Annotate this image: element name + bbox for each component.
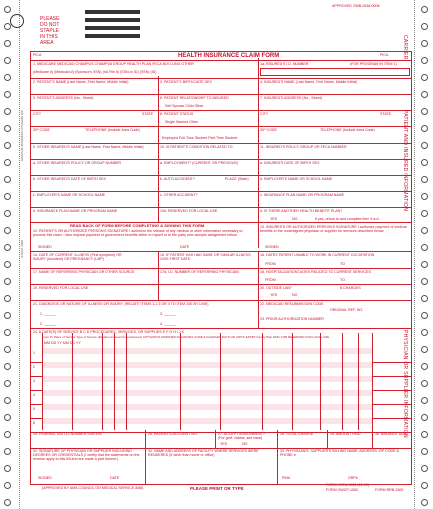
field-17-label: 17. NAME OF REFERRING PHYSICIAN OR OTHER SOURCE bbox=[33, 270, 135, 274]
field-7-label: 7. INSURED'S ADDRESS (No., Street) bbox=[260, 96, 322, 100]
service-line-number: 2 bbox=[33, 365, 35, 369]
field-11d-note: If yes, return to and complete item 9 a-d. bbox=[315, 217, 380, 221]
field-33-label: 33. PHYSICIAN'S, SUPPLIER'S BILLING NAME, ADDRESS, ZIP CODE & PHONE # bbox=[280, 449, 399, 457]
approved-top: APPROVED OMB-0938-0008 bbox=[332, 4, 380, 8]
date-label-12: DATE bbox=[180, 245, 190, 249]
service-line-number: 3 bbox=[33, 379, 35, 383]
diag-2: 2. ______ bbox=[40, 322, 56, 326]
feed-hole bbox=[421, 329, 428, 336]
field-31-label: 31. SIGNATURE OF PHYSICIAN OR SUPPLIER INCLUDING DEGREES OR CREDENTIALS (I certify that the statements on the reverse apply to this bill and are made a part thereof.) bbox=[33, 449, 140, 461]
feed-hole bbox=[4, 142, 11, 149]
service-line-number: 1 bbox=[33, 351, 35, 355]
original-ref: ORIGINAL REF. NO. bbox=[330, 308, 364, 312]
pin-label: PIN# bbox=[282, 476, 290, 480]
service-line-number: 4 bbox=[33, 393, 35, 397]
service-line-number: 5 bbox=[33, 407, 35, 411]
header-bar-3 bbox=[85, 26, 140, 30]
feed-hole bbox=[421, 57, 428, 64]
feed-hole bbox=[421, 278, 428, 285]
feed-hole bbox=[421, 6, 428, 13]
yes-11d: YES bbox=[270, 217, 278, 221]
left-tractor-feed bbox=[0, 0, 16, 509]
physician-info-label: PHYSICIAN OR SUPPLIER INFORMATION bbox=[402, 330, 408, 438]
yes-20: YES bbox=[270, 293, 278, 297]
place-label: PLACE (State) bbox=[225, 177, 249, 181]
feed-hole bbox=[4, 482, 11, 489]
field-1a-label: 1a. INSURED'S I.D. NUMBER bbox=[260, 62, 309, 66]
feed-hole bbox=[4, 159, 11, 166]
field-6-options: Self Spouse Child Other bbox=[165, 104, 204, 108]
feed-hole bbox=[421, 482, 428, 489]
feed-hole bbox=[421, 108, 428, 115]
feed-hole bbox=[4, 6, 11, 13]
feed-hole bbox=[4, 57, 11, 64]
form-owcp: FORM OWCP-1500 bbox=[326, 488, 358, 492]
field-30-label: 30. BALANCE DUE bbox=[375, 432, 407, 436]
field-11d-label: d. IS THERE ANOTHER HEALTH BENEFIT PLAN? bbox=[260, 209, 343, 213]
field-12-label: 12. PATIENT'S OR AUTHORIZED PERSON'S SIGNATURE I authorize the release of any medical or other information necessary to process this claim. I also request payment of government benefits either to myself or to the party who accepts assignment below. bbox=[33, 229, 243, 237]
feed-hole bbox=[4, 176, 11, 183]
feed-hole bbox=[421, 363, 428, 370]
feed-hole bbox=[4, 193, 11, 200]
field-21-label: 21. DIAGNOSIS OR NATURE OF ILLNESS OR INJURY. (RELATE ITEMS 1,2,3 OR 4 TO ITEM 24E BY LINE) bbox=[33, 302, 209, 306]
field-1-label: 1. MEDICARE MEDICAID CHAMPUS CHAMPVA GROUP HEALTH PLAN FECA BLK LUNG OTHER bbox=[33, 62, 194, 66]
diag-1: 1. ______ bbox=[40, 312, 56, 316]
feed-hole bbox=[4, 465, 11, 472]
field-9b-label: b. OTHER INSURED'S DATE OF BIRTH SEX bbox=[33, 177, 107, 181]
feed-hole bbox=[4, 312, 11, 319]
feed-hole bbox=[4, 210, 11, 217]
field-13-label: 13. INSURED'S OR AUTHORIZED PERSON'S SIGNATURE I authorize payment of medical benefits to the undersigned physician or supplier for services described below. bbox=[260, 225, 407, 233]
state-label: STATE bbox=[142, 112, 154, 116]
staple-note: PLEASE DO NOT STAPLE IN THIS AREA bbox=[40, 16, 60, 46]
to-16: TO bbox=[340, 262, 345, 266]
header-bar-4 bbox=[85, 34, 140, 38]
field-27-label: 27. ACCEPT ASSIGNMENT? (For govt. claims, see back) bbox=[218, 432, 265, 440]
feed-hole bbox=[4, 244, 11, 251]
feed-hole bbox=[421, 312, 428, 319]
to-18: TO bbox=[340, 278, 345, 282]
feed-hole bbox=[421, 414, 428, 421]
tel-label-right: TELEPHONE (Include Area Code) bbox=[320, 128, 375, 132]
feed-hole bbox=[421, 431, 428, 438]
signed-31: SIGNED bbox=[38, 476, 52, 480]
feed-hole bbox=[421, 193, 428, 200]
feed-hole bbox=[4, 40, 11, 47]
feed-hole bbox=[4, 91, 11, 98]
field-20-label: 20. OUTSIDE LAB? bbox=[260, 286, 292, 290]
feed-hole bbox=[421, 74, 428, 81]
feed-hole bbox=[4, 227, 11, 234]
field-19-label: 19. RESERVED FOR LOCAL USE bbox=[33, 286, 89, 290]
from-16: FROM bbox=[265, 262, 276, 266]
field-9a-label: a. OTHER INSURED'S POLICY OR GROUP NUMBER bbox=[33, 161, 122, 165]
field-1a-program: (FOR PROGRAM IN ITEM 1) bbox=[350, 62, 397, 66]
field-5-label: 5. PATIENT'S ADDRESS (No., Street) bbox=[33, 96, 94, 100]
feed-hole bbox=[421, 91, 428, 98]
field-3-label: 3. PATIENT'S BIRTH DATE SEX bbox=[160, 80, 212, 84]
state-label-right: STATE bbox=[380, 112, 392, 116]
field-1-sub: (Medicare #) (Medicaid #) (Sponsor's SSN) (VA File #) (SSN or ID) (SSN) (ID) bbox=[33, 70, 157, 74]
feed-hole bbox=[4, 125, 11, 132]
date-format: MM DD YY MM DD YY bbox=[44, 341, 81, 345]
feed-hole bbox=[4, 329, 11, 336]
left-vendor-text: GRAPHIC BUSINESS SYSTEMS INC bbox=[20, 110, 24, 161]
zip-label-right: ZIP CODE bbox=[260, 128, 277, 132]
feed-hole bbox=[421, 261, 428, 268]
pica-right: PICA bbox=[380, 53, 389, 57]
grp-label: GRP# bbox=[348, 476, 358, 480]
field-6-label: 6. PATIENT RELATIONSHIP TO INSURED bbox=[160, 96, 229, 100]
feed-hole bbox=[421, 499, 428, 506]
city-label: CITY bbox=[33, 112, 42, 116]
tel-label: TELEPHONE (Include Area Code) bbox=[85, 128, 140, 132]
form-hcfa: FORM HCFA-1500 (12-90) bbox=[326, 483, 369, 487]
feed-hole bbox=[4, 397, 11, 404]
feed-hole bbox=[421, 142, 428, 149]
field-14-label: 14. DATE OF CURRENT: ILLNESS (First symptom) OR INJURY (Accident) OR PREGNANCY (LMP) bbox=[33, 253, 122, 261]
header-bar-2 bbox=[85, 18, 140, 22]
field-29-label: 29. AMOUNT PAID bbox=[330, 432, 361, 436]
right-tractor-feed bbox=[417, 0, 433, 509]
field-9-label: 9. OTHER INSURED'S NAME (Last Name, First Name, Middle Initial) bbox=[33, 145, 144, 149]
feed-hole bbox=[421, 397, 428, 404]
field-23-label: 23. PRIOR AUTHORIZATION NUMBER bbox=[260, 317, 324, 321]
no-20: NO bbox=[292, 293, 298, 297]
field-8-label: 8. PATIENT STATUS bbox=[160, 112, 194, 116]
read-back-notice: READ BACK OF FORM BEFORE COMPLETING & SIGNING THIS FORM. bbox=[70, 223, 206, 228]
charges-20: $ CHARGES bbox=[340, 286, 361, 290]
no-27: NO bbox=[242, 442, 248, 446]
service-line-number: 6 bbox=[33, 421, 35, 425]
signed-label-12: SIGNED bbox=[38, 245, 52, 249]
field-11b-label: b. EMPLOYER'S NAME OR SCHOOL NAME bbox=[260, 177, 333, 181]
field-11a-label: a. INSURED'S DATE OF BIRTH SEX bbox=[260, 161, 320, 165]
approved-ama: (APPROVED BY AMA COUNCIL ON MEDICAL SERVICE 8/88) bbox=[42, 486, 144, 490]
form-rrb: FORM RRB-1500 bbox=[375, 488, 404, 492]
field-10d-label: 10d. RESERVED FOR LOCAL USE bbox=[160, 209, 218, 213]
field-26-label: 26. PATIENT'S ACCOUNT NO. bbox=[148, 432, 198, 436]
no-11d: NO bbox=[292, 217, 298, 221]
field-11c-label: c. INSURANCE PLAN NAME OR PROGRAM NAME bbox=[260, 193, 345, 197]
field-2-label: 2. PATIENT'S NAME (Last Name, First Name, Middle Initial) bbox=[33, 80, 129, 84]
carrier-label: CARRIER bbox=[402, 35, 408, 60]
feed-hole bbox=[421, 125, 428, 132]
feed-hole bbox=[4, 278, 11, 285]
feed-hole bbox=[4, 448, 11, 455]
field-22-label: 22. MEDICAID RESUBMISSION CODE bbox=[260, 302, 324, 306]
city-label-right: CITY bbox=[260, 112, 269, 116]
feed-hole bbox=[4, 414, 11, 421]
feed-hole bbox=[421, 159, 428, 166]
feed-hole bbox=[4, 346, 11, 353]
field-24-sub: From To Place of Service Type of Service (Explain Unusual Circumstances) CPT/HCPCS MODIFIER DIAGNOSIS CODE $ CHARGES DAYS OR UNITS EPSDT Family Plan EMG COB RESERVED FOR LOCAL USE bbox=[42, 335, 330, 339]
pica-left: PICA bbox=[33, 53, 42, 57]
claim-form bbox=[30, 4, 412, 501]
feed-hole bbox=[421, 210, 428, 217]
feed-hole bbox=[421, 227, 428, 234]
field-4-label: 4. INSURED'S NAME (Last Name, First Name, Middle Initial) bbox=[260, 80, 357, 84]
header-bar-1 bbox=[85, 10, 140, 14]
field-10-label: 10. IS PATIENT'S CONDITION RELATED TO: bbox=[160, 145, 234, 149]
field-18-label: 18. HOSPITALIZATION DATES RELATED TO CURRENT SERVICES bbox=[260, 270, 371, 274]
feed-hole bbox=[421, 380, 428, 387]
field-24-label: 24. A DATE(S) OF SERVICE B C D PROCEDURES, SERVICES, OR SUPPLIES E F G H I J K bbox=[33, 330, 184, 334]
feed-hole bbox=[421, 176, 428, 183]
feed-hole bbox=[421, 465, 428, 472]
from-18: FROM bbox=[265, 278, 276, 282]
diag-4: 4. ______ bbox=[160, 322, 176, 326]
field-10c-label: c. OTHER ACCIDENT? bbox=[160, 193, 198, 197]
feed-hole bbox=[421, 295, 428, 302]
field-9c-label: c. EMPLOYER'S NAME OR SCHOOL NAME bbox=[33, 193, 106, 197]
feed-hole bbox=[421, 346, 428, 353]
feed-hole bbox=[4, 261, 11, 268]
field-15-label: 15. IF PATIENT HAS HAD SAME OR SIMILAR ILLNESS, GIVE FIRST DATE bbox=[160, 253, 252, 261]
feed-hole bbox=[4, 108, 11, 115]
field-11-label: 11. INSURED'S POLICY GROUP OR FECA NUMBER bbox=[260, 145, 347, 149]
field-28-label: 28. TOTAL CHARGE bbox=[280, 432, 314, 436]
signed-label-13: SIGNED bbox=[265, 245, 279, 249]
feed-hole bbox=[421, 244, 428, 251]
field-8-options: Single Married Other bbox=[165, 120, 199, 124]
date-31: DATE bbox=[110, 476, 120, 480]
field-10b-label: b. AUTO ACCIDENT? bbox=[160, 177, 195, 181]
feed-hole bbox=[4, 380, 11, 387]
left-stock-text: STOCK 1500 bbox=[20, 240, 24, 258]
field-32-label: 32. NAME AND ADDRESS OF FACILITY WHERE SERVICES WERE RENDERED (If other than home or office) bbox=[148, 449, 259, 457]
feed-hole bbox=[4, 363, 11, 370]
right-perforation bbox=[414, 0, 415, 509]
yes-27: YES bbox=[220, 442, 228, 446]
diag-3: 3. ______ bbox=[160, 312, 176, 316]
field-10a-label: a. EMPLOYMENT? (CURRENT OR PREVIOUS) bbox=[160, 161, 239, 165]
please-print: PLEASE PRINT OR TYPE bbox=[190, 486, 244, 491]
field-9d-label: d. INSURANCE PLAN NAME OR PROGRAM NAME bbox=[33, 209, 118, 213]
patient-info-label: PATIENT AND INSURED INFORMATION bbox=[402, 110, 408, 212]
form-title: HEALTH INSURANCE CLAIM FORM bbox=[178, 53, 280, 59]
form-border bbox=[30, 51, 412, 485]
registration-target-icon bbox=[10, 14, 24, 28]
feed-hole bbox=[421, 40, 428, 47]
field-16-label: 16. DATES PATIENT UNABLE TO WORK IN CURRENT OCCUPATION bbox=[260, 253, 375, 257]
field-17a-label: 17a. I.D. NUMBER OF REFERRING PHYSICIAN bbox=[160, 270, 239, 274]
zip-label: ZIP CODE bbox=[33, 128, 50, 132]
field-8-options-2: Employed Full-Time Student Part-Time Student bbox=[162, 136, 238, 140]
feed-hole bbox=[4, 74, 11, 81]
feed-hole bbox=[421, 448, 428, 455]
feed-hole bbox=[4, 431, 11, 438]
feed-hole bbox=[4, 295, 11, 302]
feed-hole bbox=[421, 23, 428, 30]
field-25-label: 25. FEDERAL TAX I.D. NUMBER SSN EIN bbox=[33, 432, 102, 436]
feed-hole bbox=[4, 499, 11, 506]
